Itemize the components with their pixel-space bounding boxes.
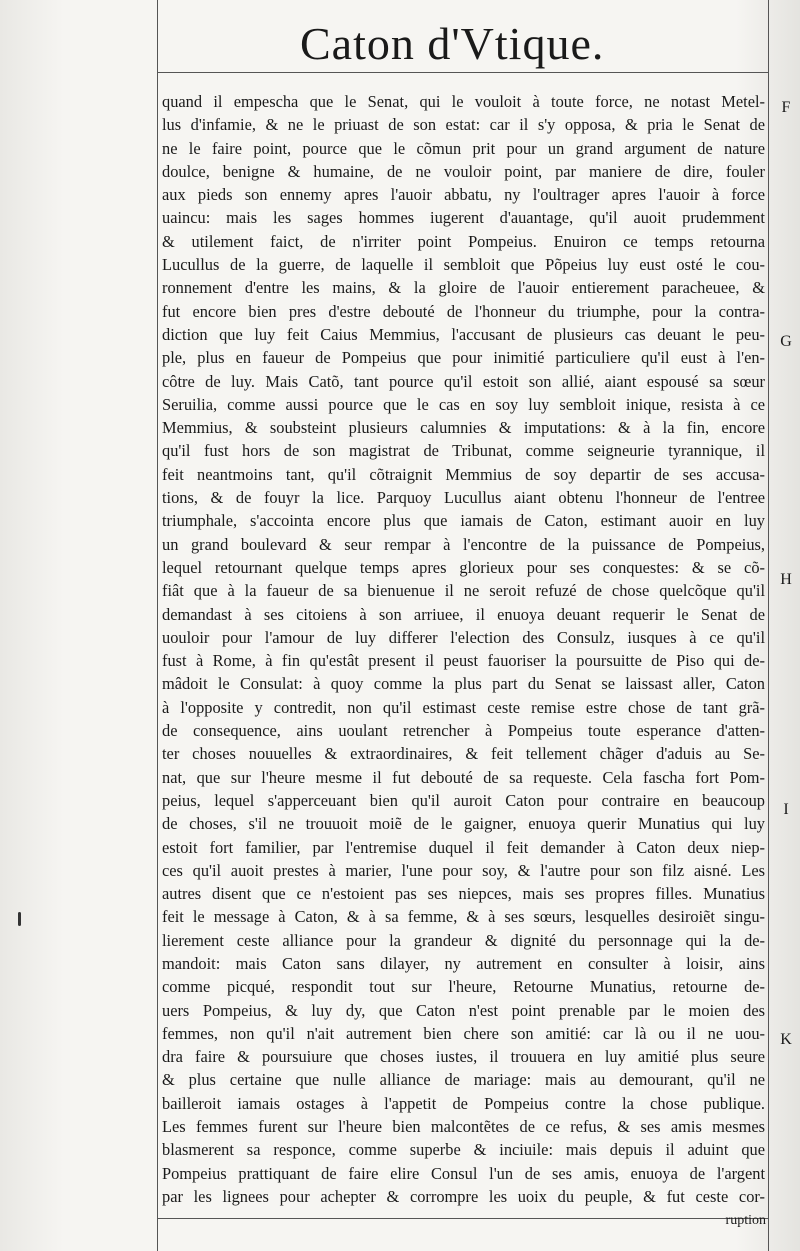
text-line: triumphale, s'accointa encore plus que iamais de Caton, estimant auoir en luy	[162, 511, 765, 531]
text-line: uers Pompeius, & luy dy, que Caton n'est point prenable par le moien des	[162, 1000, 765, 1020]
text-line: ple, plus en faueur de Pompeius que pour inimitié particuliere qu'il eust à l'en-	[162, 348, 765, 368]
text-line: fut encore bien pres d'estre debouté de l'honneur du triumphe, pour la contra-	[162, 301, 765, 321]
running-title: Caton d'Vtique.	[300, 18, 605, 69]
text-line: dra faire & poursuiure que choses iustes, il trouuera en luy amitié plus seure	[162, 1047, 765, 1067]
text-line: Lucullus de la guerre, de laquelle il sembloit que Põpeius luy eust osté le cou-	[162, 255, 765, 275]
text-line: tions, & de fouyr la lice. Parquoy Lucullus aiant obtenu l'honneur de l'entree	[162, 488, 765, 508]
text-line: lequel retournant quelque temps apres glorieux pour ses conquestes: & se cõ-	[162, 557, 765, 577]
body-text	[162, 90, 765, 1208]
text-line: bailleroit iamais ostages à l'appetit de Pompeius contre la chose publique.	[162, 1093, 765, 1113]
text-line: femmes, non qu'il n'ait autrement bien chere son amitié: car là ou il ne uou-	[162, 1023, 765, 1043]
left-margin-rule	[157, 0, 158, 1251]
text-line: quand il empescha que le Senat, qui le vouloit à toute force, ne notast Metel-	[162, 92, 765, 111]
margin-ink-mark	[18, 912, 21, 926]
text-line: mâdoit le Consulat: à quoy comme la plus part du Senat se laissast aller, Caton	[162, 674, 765, 694]
margin-letter-f: F	[781, 99, 791, 116]
text-line: & plus certaine que nulle alliance de mariage: mais au demourant, qu'il ne	[162, 1070, 765, 1090]
text-line: de choses, s'il ne trouuoit moiẽ de le gaigner, enuoya querir Munatius qui luy	[162, 814, 765, 834]
text-line: ne le faire point, pource que le cõmun prit pour un grand argument de nature	[162, 138, 765, 158]
text-line: doulce, benigne & humaine, de ne vouloir point, par maniere de dire, fouler	[162, 161, 765, 181]
text-line: mandoit: mais Caton sans dilayer, ny autrement en consulter à loisir, ains	[162, 953, 765, 973]
text-line: uaincu: mais les sages hommes iugerent d'auantage, qu'il auoit prudemment	[162, 208, 765, 228]
text-line: à l'opposite y contredit, non qu'il estimast ceste remise estre chose de tant grã-	[162, 697, 765, 717]
text-line: Pompeius prattiquant de faire elire Consul l'un de ses amis, enuoya de l'argent	[162, 1163, 765, 1183]
text-line: diction que luy feit Caius Memmius, l'accusant de plusieurs cas deuant le peu-	[162, 324, 765, 344]
margin-letter-i: I	[783, 801, 789, 818]
margin-letter-h: H	[780, 571, 792, 588]
text-line: fust à Rome, à fin qu'estât present il peust fauoriser la poursuitte de Piso qui de-	[162, 651, 765, 671]
text-line: fiât que à la faueur de sa bienuenue il ne seroit refuzé de chose quelcõque qu'il	[162, 581, 765, 601]
text-line: comme picqué, respondit tout sur l'heure, Retourne Munatius, retourne de-	[162, 977, 765, 997]
catchword: ruption	[725, 1213, 766, 1228]
text-line: estoit fort familier, par l'entremise duquel il feit demander à Caton deux niep-	[162, 837, 765, 857]
text-line: lus d'infamie, & ne le priuast de son estat: car il s'y opposa, & pria le Senat de	[162, 115, 765, 135]
text-line: un grand boulevard & seur rempar à l'encontre de la puissance de Pompeius,	[162, 534, 765, 554]
text-line: aux pieds son ennemy apres l'auoir abbatu, ny l'oultrager apres l'auoir à force	[162, 185, 765, 205]
text-line: lierement ceste alliance pour la grandeur & dignité du personnage qui la de-	[162, 930, 765, 950]
text-line: uouloir pour l'amour de luy differer l'election des Consulz, iusques à ce qu'il	[162, 627, 765, 647]
text-line: Seruilia, comme aussi pource que le cas en soy luy sembloit inique, resista à ce	[162, 394, 765, 414]
text-line: feit le message à Caton, & à sa femme, & à ses sœurs, lesquelles desiroiẽt singu-	[162, 907, 765, 927]
text-line: ter choses nouuelles & extraordinaires, & feit tellement chãger d'aduis au Se-	[162, 744, 765, 764]
footer-rule	[157, 1218, 769, 1219]
text-line: feit neantmoins tant, qu'il cõtraignit Memmius de soy departir de ses accusa-	[162, 464, 765, 484]
text-line: autres disent que ce n'estoient pas ses niepces, mais ses propres filles. Munatius	[162, 884, 765, 904]
text-line: côtre de luy. Mais Catõ, tant pource qu'il estoit son allié, aiant espousé sa sœur	[162, 371, 765, 391]
text-line: ces qu'il auoit prestes à marier, l'une pour soy, & l'autre pour son filz aisné. Les	[162, 860, 765, 880]
text-line: & utilement faict, de n'irriter point Pompeius. Enuiron ce temps retourna	[162, 231, 765, 251]
text-line: demandast à ses citoiens à son arriuee, il enuoya deuant requerir le Senat de	[162, 604, 765, 624]
text-line: peius, lequel s'apperceuant bien qu'il auroit Caton pour contraire en beaucoup	[162, 790, 765, 810]
text-line: Les femmes furent sur l'heure bien malcontẽtes de ce refus, & ses amis mesmes	[162, 1117, 765, 1137]
text-line: blasmerent sa responce, comme superbe & inciuile: mais depuis il aduint que	[162, 1140, 765, 1160]
text-line: nat, que sur l'heure mesme il fut debouté de sa requeste. Cela fascha fort Pom-	[162, 767, 765, 787]
text-line: Memmius, & soubsteint plusieurs calumnies & imputations: & à la fin, encore	[162, 418, 765, 438]
text-line: ronnement d'entre les mains, & la gloire de l'auoir entierement paracheuee, &	[162, 278, 765, 298]
margin-letter-k: K	[780, 1031, 792, 1048]
right-margin-rule	[768, 0, 769, 1251]
margin-letter-g: G	[780, 333, 792, 350]
text-line: par les lignees pour achepter & corrompre les uoix du peuple, & fut ceste cor-	[162, 1186, 765, 1206]
text-line: qu'il fust hors de son magistrat de Tribunat, comme seigneurie tyrannique, il	[162, 441, 765, 461]
text-line: de consequence, ains uoulant retrencher à Pompeius toute esperance d'atten-	[162, 721, 765, 741]
